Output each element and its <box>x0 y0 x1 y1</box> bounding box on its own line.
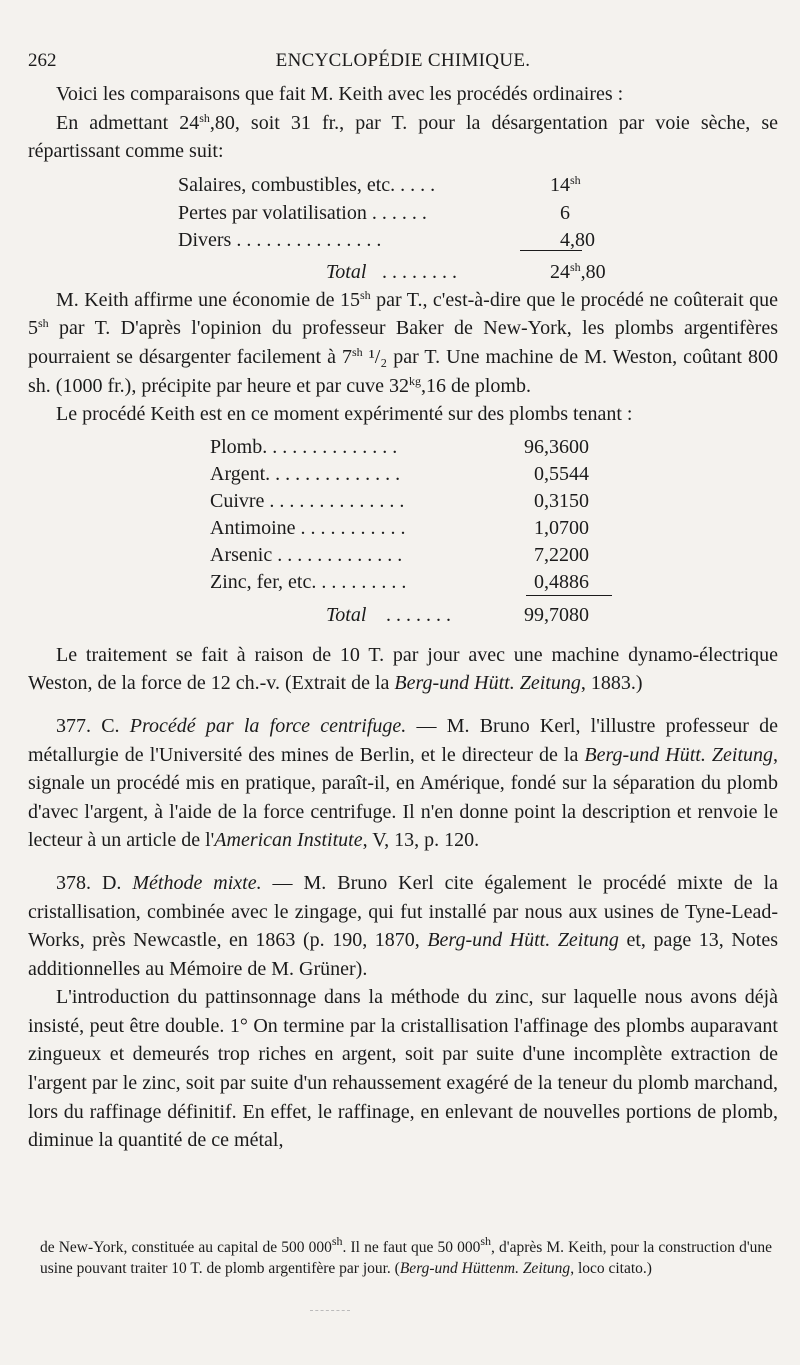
running-title: ENCYCLOPÉDIE CHIMIQUE. <box>275 50 531 71</box>
main-text <box>28 80 778 1155</box>
paragraph-composition: Le procédé Keith est en ce moment expérimenté sur des plombs tenant : <box>56 403 633 426</box>
paragraph-intro: Voici les comparaisons que fait M. Keith avec les procédés ordinaires : <box>56 83 624 105</box>
section-378: 378. D. Méthode mixte. — M. Bruno Kerl cite également le procédé mixte de la cristallisation, combinée avec le zingage, qui fut installé par nous aux usines de Tyne-Lead-Works, près Newcastle, en 1863 (p. 190, 1870, Berg-und Hütt. Zeitung et, page 13, Notes additionnelles au Mémoire de M. Grüner). <box>28 871 779 980</box>
footnote: de New-York, constituée au capital de 500 $000^{sh}$. Il ne faut que 50 $000^{sh}$, d'après M. Keith, pour la construction d'une usine pouvant traiter 10 T. de plomb argentifère par jour. (Berg-und Hüttenm. Zeitung, loco citato.) <box>40 1234 772 1277</box>
paragraph-keith-economie: M. Keith affirme une économie de $15^{sh}$ par T., c'est-à-dire que le procédé ne coûterait que $5^{sh}$ par T. D'après l'opinion du professeur Baker de New-York, les plombs argentifères pourraient se désargenter facilement à $7^{sh}$ ¹/₂ par T. Une machine de M. Weston, coûtant 800 sh. (1000 fr.), précipite par heure et par cuve $32^{kg},16$ de plomb. <box>28 287 778 397</box>
running-header <box>28 50 778 78</box>
composition-table: Plomb. . . . . . . . . . . . . . 96,3600 Argent. . . . . . . . . . . . . . 0,5544 Cuivre . . . . . . . . . . . . . . 0,3150 Antimoine . . . . . . . . . . . 1,0700 Arsenic . . . . . . . . . . . . . 7,2200 Zinc, fer, etc. . . . . . . . . . 0,4886 Total . . . . . . . 99,7080 <box>28 429 778 641</box>
paragraph-traitement: Le traitement se fait à raison de 10 T. par jour avec une machine dynamo-électrique Weston, de la force de 12 ch.-v. (Extrait de la Berg-und Hütt. Zeitung, 1883.) <box>28 643 778 695</box>
page-number: 262 <box>28 50 57 71</box>
printer-mark <box>310 1310 350 1311</box>
paragraph-pattinsonnage: L'introduction du pattinsonnage dans la méthode du zinc, sur laquelle nous avons déjà insisté, peut être double. 1° On termine par la cristallisation l'affinage des plombs auparavant zingueux et demeurés trop riches en argent, soit par suite d'une incomplète extraction de l'argent par le zinc, soit par suite d'un rehaussement exagéré de la teneur du plomb marchand, lors du raffinage définitif. En effet, le raffinage, en enlevant de nouvelles portions de plomb, diminue la quantité de ce métal, <box>28 986 778 1152</box>
sum-rule <box>520 250 582 251</box>
section-377: 377. C. Procédé par la force centrifuge. — M. Bruno Kerl, l'illustre professeur de métallurgie de l'Université des mines de Berlin, et le directeur de la Berg-und Hütt. Zeitung, signale un procédé mis en pratique, paraît-il, en Amérique, fondé sur la séparation du plomb d'avec l'argent, à l'aide de la force centrifuge. Il n'en donne point la description et renvoie le lecteur à un article de l'American Institute, V, 13, p. 120. <box>28 714 779 852</box>
paragraph-admettant: En admettant $24^{sh},80$, soit 31 fr., par T. pour la désargentation par voie sèche, se répartissant comme suit: <box>28 110 779 163</box>
cost-table: Salaires, combustibles, etc. . . . . $14^{sh}$ Pertes par volatilisation . . . . . . 6 Divers . . . . . . . . . . . . . . . 4,80 Total . . . . . . . . $24^{sh},80$ <box>178 172 606 283</box>
sum-rule <box>526 595 612 596</box>
